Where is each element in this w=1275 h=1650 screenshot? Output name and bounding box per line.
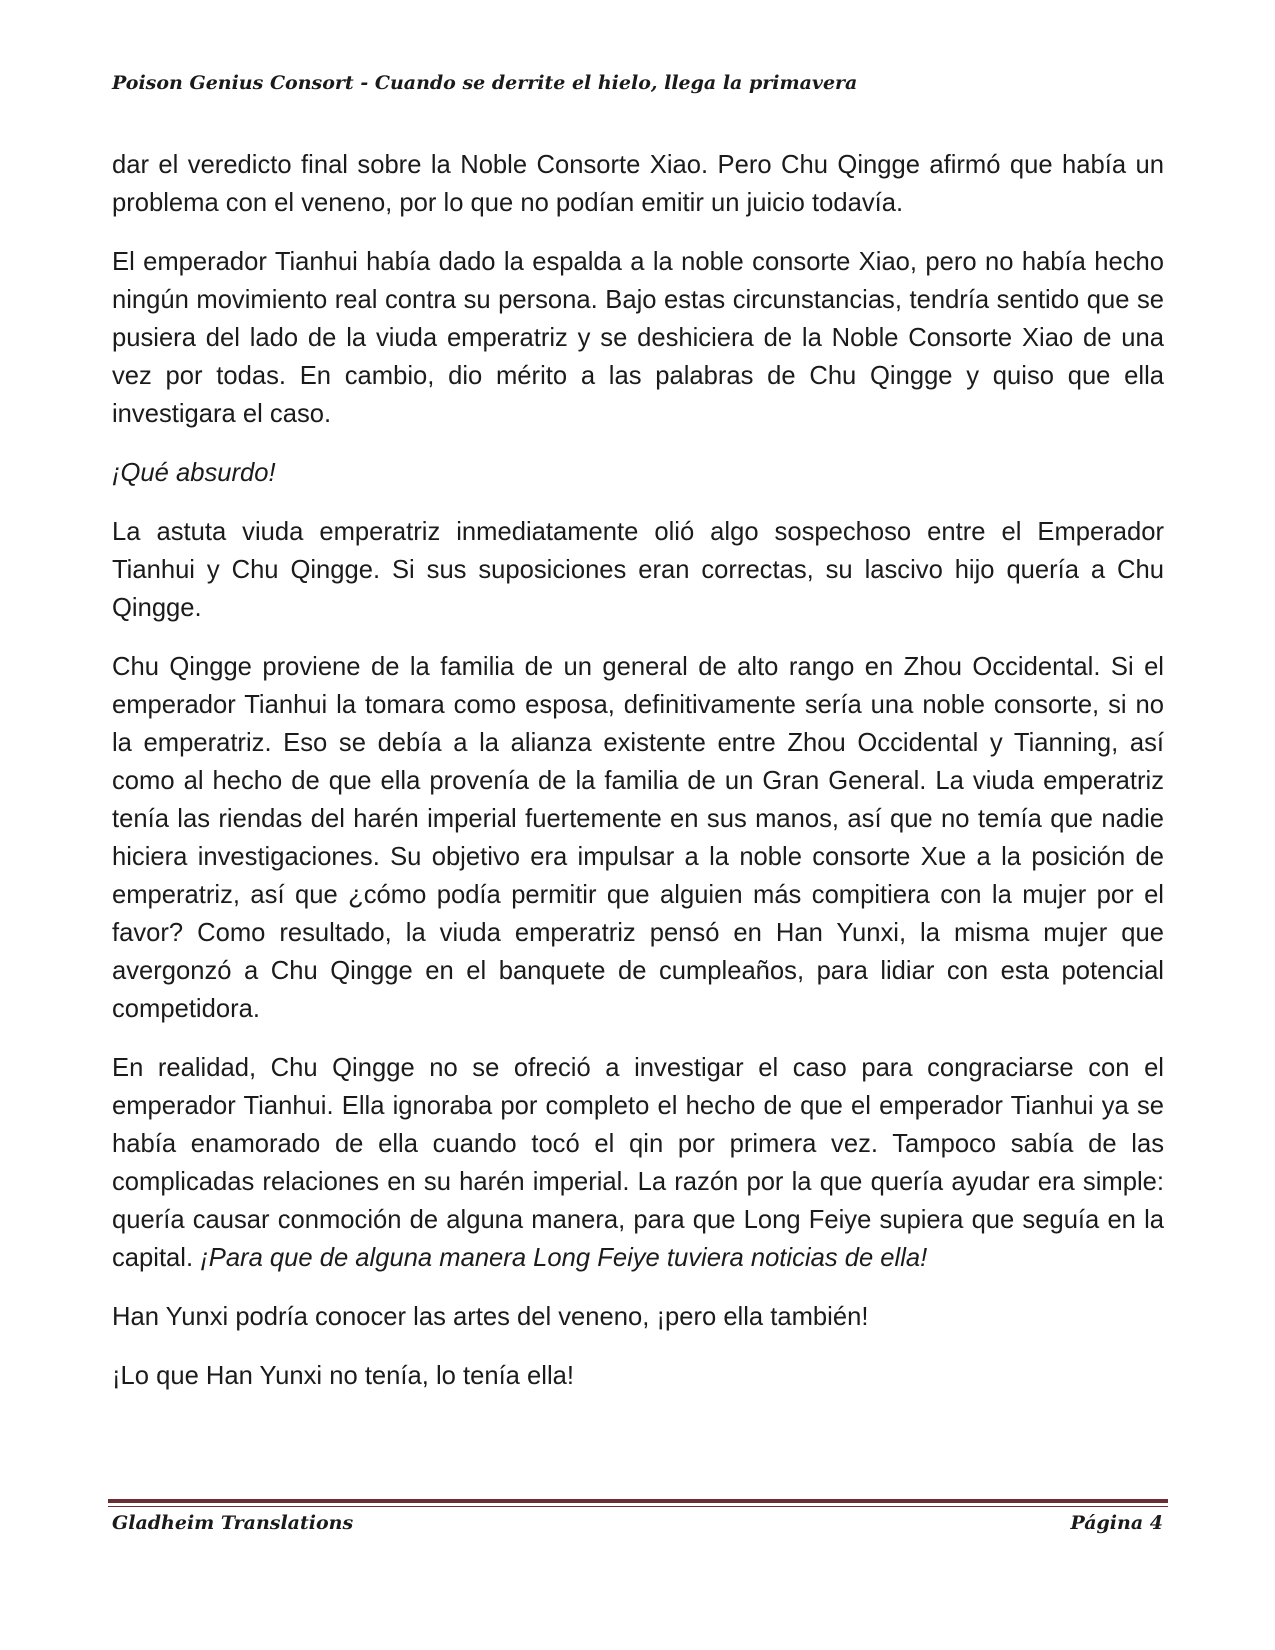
footer-credit: Gladheim Translations — [112, 1512, 354, 1534]
page-number: Página 4 — [1070, 1512, 1163, 1534]
paragraph-6-text: En realidad, Chu Qingge no se ofreció a investigar el caso para congraciarse con el emperador Tianhui. Ella ignoraba por completo el hecho de que el emperador Tianhui ya se había enamorado de ella cuando tocó el qin por primera vez. Tampoco sabía de las complicadas relaciones en su harén imperial. La razón por la que quería ayudar era simple: quería causar conmoción de alguna manera, para que Long Feiye supiera que seguía en la capital. — [112, 1054, 1164, 1272]
paragraph-6-italic: ¡Para que de alguna manera Long Feiye tuviera noticias de ella! — [200, 1244, 928, 1272]
paragraph-7: Han Yunxi podría conocer las artes del veneno, ¡pero ella también! — [112, 1303, 869, 1331]
paragraph-4: La astuta viuda emperatriz inmediatamente olió algo sospechoso entre el Emperador Tianhui y Chu Qingge. Si sus suposiciones eran correctas, su lascivo hijo quería a Chu Qingge. — [112, 518, 1164, 622]
footer-divider-thick — [108, 1499, 1168, 1503]
paragraph-1: dar el veredicto final sobre la Noble Consorte Xiao. Pero Chu Qingge afirmó que había un problema con el veneno, por lo que no podían emitir un juicio todavía. — [112, 151, 1164, 217]
footer-divider-thin — [108, 1506, 1168, 1507]
paragraph-2: El emperador Tianhui había dado la espalda a la noble consorte Xiao, pero no había hecho ningún movimiento real contra su persona. Bajo estas circunstancias, tendría sentido que se pusiera del lado de la viuda emperatriz y se deshiciera de la Noble Consorte Xiao de una vez por todas. En cambio, dio mérito a las palabras de Chu Qingge y quiso que ella investigara el caso. — [112, 248, 1164, 428]
paragraph-8: ¡Lo que Han Yunxi no tenía, lo tenía ella! — [112, 1362, 574, 1390]
page-header-title: Poison Genius Consort - Cuando se derrite el hielo, llega la primavera — [112, 72, 858, 94]
paragraph-3: ¡Qué absurdo! — [112, 459, 276, 487]
document-body — [112, 146, 1164, 1395]
paragraph-5: Chu Qingge proviene de la familia de un general de alto rango en Zhou Occidental. Si el emperador Tianhui la tomara como esposa, definitivamente sería una noble consorte, si no la emperatriz. Eso se debía a la alianza existente entre Zhou Occidental y Tianning, así como al hecho de que ella provenía de la familia de un Gran General. La viuda emperatriz tenía las riendas del harén imperial fuertemente en sus manos, así que no temía que nadie hiciera investigaciones. Su objetivo era impulsar a la noble consorte Xue a la posición de emperatriz, así que ¿cómo podía permitir que alguien más compitiera con la mujer por el favor? Como resultado, la viuda emperatriz pensó en Han Yunxi, la misma mujer que avergonzó a Chu Qingge en el banquete de cumpleaños, para lidiar con esta potencial competidora. — [112, 653, 1164, 1023]
paragraph-6 — [112, 1049, 1164, 1277]
